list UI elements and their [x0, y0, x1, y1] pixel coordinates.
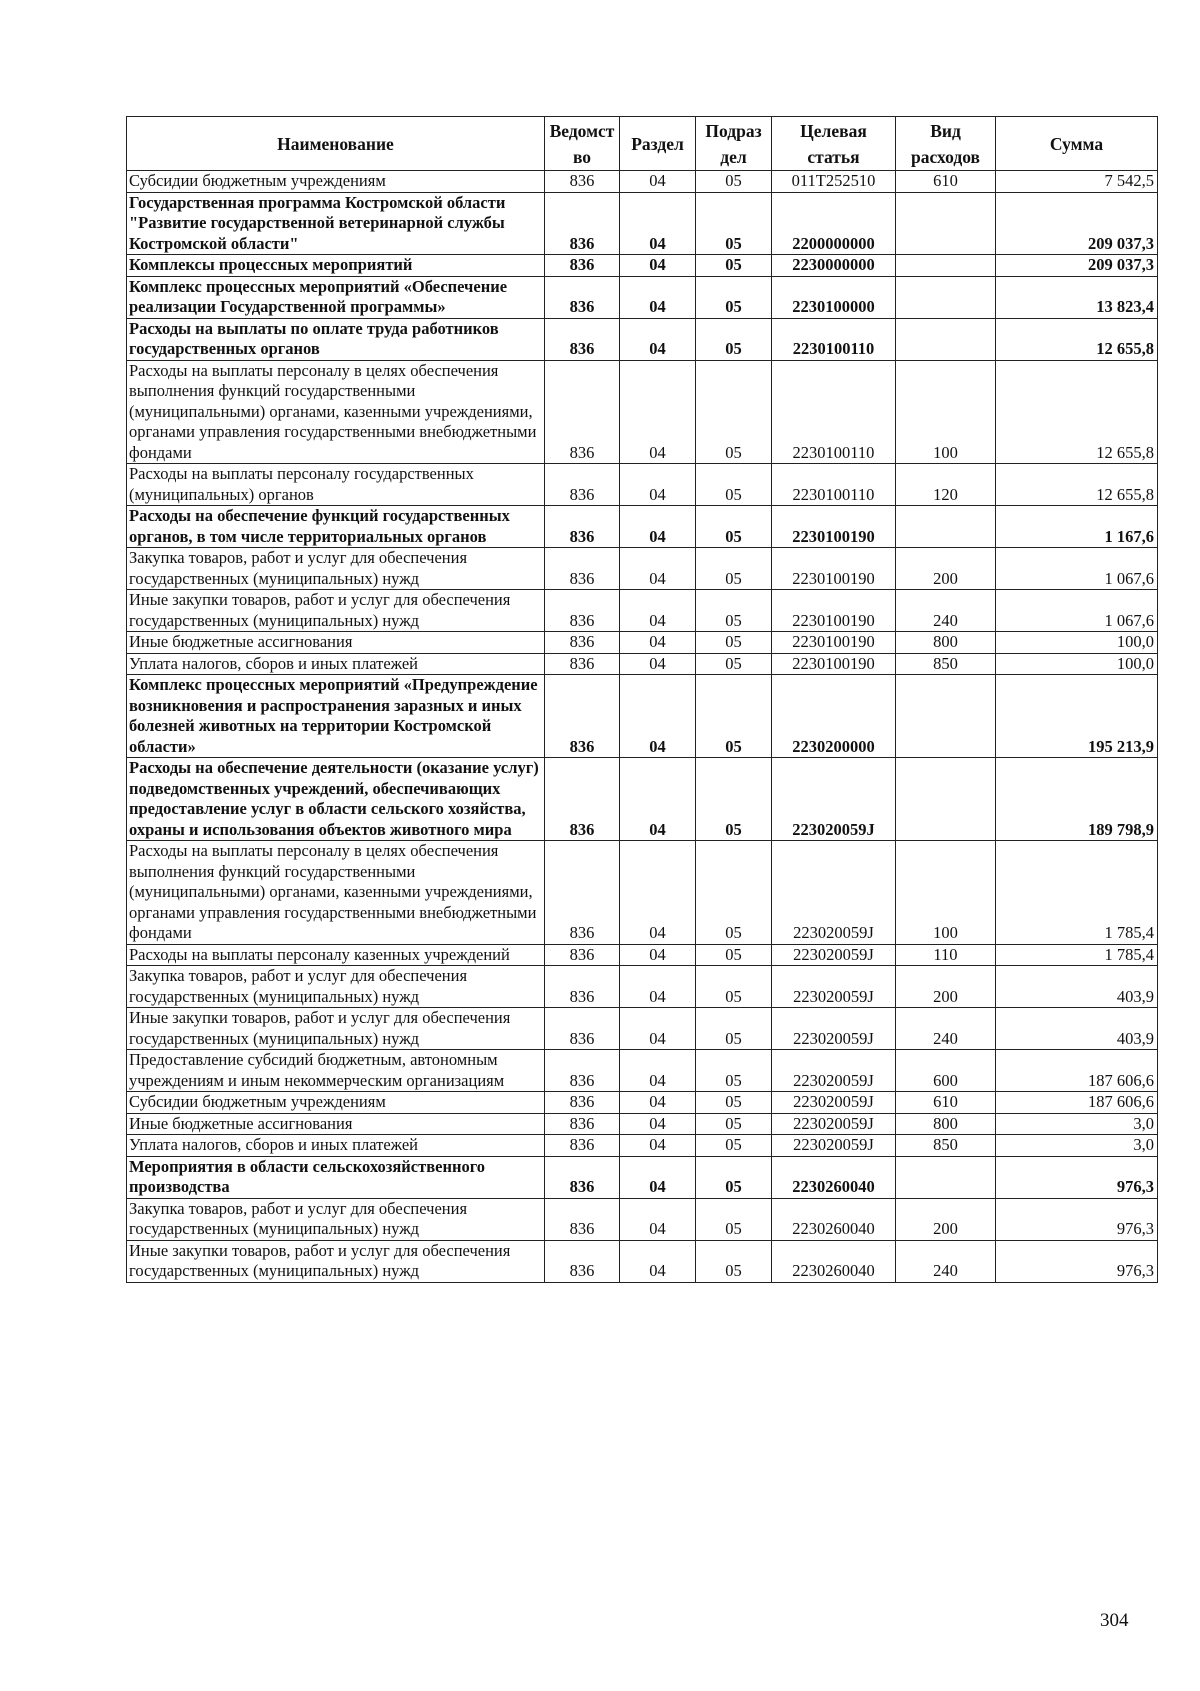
table-row	[127, 1092, 1158, 1114]
cell-dept: 836	[545, 1050, 620, 1092]
header-name: Наименование	[127, 117, 545, 171]
cell-type: 200	[896, 1198, 996, 1240]
cell-name: Иные закупки товаров, работ и услуг для обеспечения государственных (муниципальных) нужд	[127, 1008, 545, 1050]
table-row	[127, 360, 1158, 464]
cell-sum: 3,0	[996, 1113, 1158, 1135]
cell-dept: 836	[545, 590, 620, 632]
cell-name: Расходы на обеспечение функций государственных органов, в том числе территориальных органов	[127, 506, 545, 548]
cell-type	[896, 255, 996, 277]
cell-dept: 836	[545, 360, 620, 464]
cell-target: 223020059J	[772, 944, 896, 966]
cell-section: 04	[620, 1198, 696, 1240]
cell-type: 850	[896, 1135, 996, 1157]
cell-section: 04	[620, 653, 696, 675]
cell-target: 223020059J	[772, 966, 896, 1008]
cell-sum: 1 785,4	[996, 841, 1158, 945]
cell-target: 2230100110	[772, 360, 896, 464]
cell-subsection: 05	[696, 548, 772, 590]
cell-sum: 403,9	[996, 966, 1158, 1008]
cell-subsection: 05	[696, 653, 772, 675]
cell-sum: 209 037,3	[996, 192, 1158, 255]
cell-target: 2230100190	[772, 548, 896, 590]
cell-section: 04	[620, 1135, 696, 1157]
cell-dept: 836	[545, 1156, 620, 1198]
cell-sum: 12 655,8	[996, 464, 1158, 506]
cell-subsection: 05	[696, 255, 772, 277]
cell-subsection: 05	[696, 675, 772, 758]
header-subsection: Подраз дел	[696, 117, 772, 171]
cell-name: Предоставление субсидий бюджетным, автономным учреждениям и иным некоммерческим организациям	[127, 1050, 545, 1092]
cell-dept: 836	[545, 632, 620, 654]
cell-dept: 836	[545, 192, 620, 255]
table-row	[127, 675, 1158, 758]
cell-sum: 189 798,9	[996, 758, 1158, 841]
cell-dept: 836	[545, 1092, 620, 1114]
cell-subsection: 05	[696, 1008, 772, 1050]
cell-subsection: 05	[696, 1092, 772, 1114]
table-row	[127, 1050, 1158, 1092]
cell-dept: 836	[545, 548, 620, 590]
cell-sum: 209 037,3	[996, 255, 1158, 277]
cell-dept: 836	[545, 944, 620, 966]
cell-type: 240	[896, 590, 996, 632]
cell-type: 100	[896, 360, 996, 464]
table-row	[127, 1198, 1158, 1240]
cell-subsection: 05	[696, 841, 772, 945]
cell-target: 223020059J	[772, 1113, 896, 1135]
cell-dept: 836	[545, 1008, 620, 1050]
cell-sum: 403,9	[996, 1008, 1158, 1050]
cell-section: 04	[620, 1092, 696, 1114]
cell-target: 2230100190	[772, 590, 896, 632]
cell-target: 223020059J	[772, 1008, 896, 1050]
cell-sum: 187 606,6	[996, 1050, 1158, 1092]
cell-subsection: 05	[696, 1198, 772, 1240]
table-row	[127, 1113, 1158, 1135]
cell-target: 2230260040	[772, 1198, 896, 1240]
cell-type: 800	[896, 1113, 996, 1135]
cell-sum: 12 655,8	[996, 318, 1158, 360]
cell-subsection: 05	[696, 192, 772, 255]
cell-sum: 976,3	[996, 1240, 1158, 1282]
budget-table	[126, 116, 1158, 1283]
cell-target: 2230200000	[772, 675, 896, 758]
cell-name: Субсидии бюджетным учреждениям	[127, 1092, 545, 1114]
cell-type: 200	[896, 548, 996, 590]
cell-sum: 1 167,6	[996, 506, 1158, 548]
cell-type: 610	[896, 1092, 996, 1114]
cell-sum: 1 785,4	[996, 944, 1158, 966]
table-row	[127, 548, 1158, 590]
cell-name: Комплексы процессных мероприятий	[127, 255, 545, 277]
cell-section: 04	[620, 966, 696, 1008]
cell-name: Государственная программа Костромской области "Развитие государственной ветеринарной службы Костромской области"	[127, 192, 545, 255]
table-header-row	[127, 117, 1158, 171]
table-row	[127, 1156, 1158, 1198]
cell-sum: 187 606,6	[996, 1092, 1158, 1114]
cell-subsection: 05	[696, 966, 772, 1008]
header-type: Вид расходов	[896, 117, 996, 171]
table-row	[127, 841, 1158, 945]
cell-type	[896, 506, 996, 548]
cell-type: 120	[896, 464, 996, 506]
cell-sum: 1 067,6	[996, 590, 1158, 632]
cell-type	[896, 276, 996, 318]
cell-subsection: 05	[696, 1135, 772, 1157]
cell-sum: 195 213,9	[996, 675, 1158, 758]
cell-section: 04	[620, 360, 696, 464]
cell-dept: 836	[545, 653, 620, 675]
cell-subsection: 05	[696, 171, 772, 193]
cell-sum: 12 655,8	[996, 360, 1158, 464]
cell-sum: 13 823,4	[996, 276, 1158, 318]
cell-type: 610	[896, 171, 996, 193]
cell-target: 2230100110	[772, 464, 896, 506]
cell-section: 04	[620, 192, 696, 255]
cell-target: 011Т252510	[772, 171, 896, 193]
cell-section: 04	[620, 1113, 696, 1135]
cell-sum: 100,0	[996, 653, 1158, 675]
cell-section: 04	[620, 944, 696, 966]
table-row	[127, 758, 1158, 841]
cell-subsection: 05	[696, 464, 772, 506]
table-row	[127, 1135, 1158, 1157]
cell-section: 04	[620, 1050, 696, 1092]
cell-name: Расходы на выплаты персоналу в целях обеспечения выполнения функций государственными (муниципальными) органами, казенными учреждениями, органами управления государственными внебюджетными фондами	[127, 360, 545, 464]
table-row	[127, 192, 1158, 255]
header-section: Раздел	[620, 117, 696, 171]
table-row	[127, 590, 1158, 632]
header-sum: Сумма	[996, 117, 1158, 171]
cell-type: 600	[896, 1050, 996, 1092]
cell-section: 04	[620, 318, 696, 360]
cell-target: 2230100190	[772, 632, 896, 654]
cell-section: 04	[620, 841, 696, 945]
cell-section: 04	[620, 1156, 696, 1198]
cell-subsection: 05	[696, 276, 772, 318]
cell-type: 800	[896, 632, 996, 654]
cell-type	[896, 1156, 996, 1198]
table-row	[127, 506, 1158, 548]
cell-name: Иные закупки товаров, работ и услуг для обеспечения государственных (муниципальных) нужд	[127, 1240, 545, 1282]
cell-target: 223020059J	[772, 1135, 896, 1157]
cell-sum: 100,0	[996, 632, 1158, 654]
cell-section: 04	[620, 506, 696, 548]
cell-name: Расходы на выплаты персоналу государственных (муниципальных) органов	[127, 464, 545, 506]
cell-dept: 836	[545, 758, 620, 841]
cell-subsection: 05	[696, 506, 772, 548]
cell-name: Комплекс процессных мероприятий «Предупреждение возникновения и распространения заразных и иных болезней животных на территории Костромской области»	[127, 675, 545, 758]
cell-sum: 976,3	[996, 1156, 1158, 1198]
cell-dept: 836	[545, 1240, 620, 1282]
cell-section: 04	[620, 276, 696, 318]
cell-subsection: 05	[696, 590, 772, 632]
cell-section: 04	[620, 632, 696, 654]
table-row	[127, 276, 1158, 318]
cell-dept: 836	[545, 1135, 620, 1157]
table-row	[127, 1240, 1158, 1282]
cell-section: 04	[620, 590, 696, 632]
table-row	[127, 1008, 1158, 1050]
cell-section: 04	[620, 171, 696, 193]
cell-subsection: 05	[696, 360, 772, 464]
cell-target: 2230100190	[772, 653, 896, 675]
cell-dept: 836	[545, 675, 620, 758]
cell-subsection: 05	[696, 758, 772, 841]
cell-target: 223020059J	[772, 758, 896, 841]
header-dept: Ведомст во	[545, 117, 620, 171]
cell-section: 04	[620, 464, 696, 506]
cell-type: 240	[896, 1008, 996, 1050]
cell-type: 850	[896, 653, 996, 675]
table-row	[127, 632, 1158, 654]
cell-dept: 836	[545, 1113, 620, 1135]
cell-dept: 836	[545, 255, 620, 277]
cell-name: Расходы на выплаты персоналу в целях обеспечения выполнения функций государственными (муниципальными) органами, казенными учреждениями, органами управления государственными внебюджетными фондами	[127, 841, 545, 945]
cell-target: 2230100190	[772, 506, 896, 548]
cell-dept: 836	[545, 464, 620, 506]
cell-section: 04	[620, 255, 696, 277]
cell-subsection: 05	[696, 944, 772, 966]
cell-section: 04	[620, 1008, 696, 1050]
cell-type: 240	[896, 1240, 996, 1282]
cell-name: Иные закупки товаров, работ и услуг для обеспечения государственных (муниципальных) нужд	[127, 590, 545, 632]
cell-type	[896, 192, 996, 255]
table-row	[127, 255, 1158, 277]
cell-section: 04	[620, 1240, 696, 1282]
table-row	[127, 653, 1158, 675]
cell-dept: 836	[545, 1198, 620, 1240]
cell-name: Расходы на выплаты персоналу казенных учреждений	[127, 944, 545, 966]
cell-dept: 836	[545, 276, 620, 318]
cell-target: 223020059J	[772, 1050, 896, 1092]
cell-name: Иные бюджетные ассигнования	[127, 1113, 545, 1135]
cell-section: 04	[620, 675, 696, 758]
table-row	[127, 944, 1158, 966]
cell-section: 04	[620, 548, 696, 590]
cell-name: Расходы на обеспечение деятельности (оказание услуг) подведомственных учреждений, обеспечивающих предоставление услуг в области сельского хозяйства, охраны и использования объектов животного мира	[127, 758, 545, 841]
cell-name: Закупка товаров, работ и услуг для обеспечения государственных (муниципальных) нужд	[127, 966, 545, 1008]
cell-type: 110	[896, 944, 996, 966]
cell-dept: 836	[545, 171, 620, 193]
cell-dept: 836	[545, 966, 620, 1008]
cell-target: 223020059J	[772, 841, 896, 945]
cell-name: Субсидии бюджетным учреждениям	[127, 171, 545, 193]
cell-dept: 836	[545, 506, 620, 548]
cell-dept: 836	[545, 841, 620, 945]
table-body	[127, 171, 1158, 1283]
cell-type: 100	[896, 841, 996, 945]
cell-name: Мероприятия в области сельскохозяйственного производства	[127, 1156, 545, 1198]
cell-name: Комплекс процессных мероприятий «Обеспечение реализации Государственной программы»	[127, 276, 545, 318]
cell-target: 2230100110	[772, 318, 896, 360]
cell-type	[896, 318, 996, 360]
table-row	[127, 171, 1158, 193]
cell-name: Закупка товаров, работ и услуг для обеспечения государственных (муниципальных) нужд	[127, 1198, 545, 1240]
cell-name: Расходы на выплаты по оплате труда работников государственных органов	[127, 318, 545, 360]
page-number: 304	[1100, 1610, 1129, 1631]
cell-sum: 976,3	[996, 1198, 1158, 1240]
header-target: Целевая статья	[772, 117, 896, 171]
cell-sum: 3,0	[996, 1135, 1158, 1157]
cell-target: 2230100000	[772, 276, 896, 318]
cell-type	[896, 758, 996, 841]
cell-dept: 836	[545, 318, 620, 360]
cell-type: 200	[896, 966, 996, 1008]
cell-target: 2200000000	[772, 192, 896, 255]
cell-target: 2230260040	[772, 1240, 896, 1282]
cell-subsection: 05	[696, 1050, 772, 1092]
cell-subsection: 05	[696, 1156, 772, 1198]
cell-sum: 7 542,5	[996, 171, 1158, 193]
table-row	[127, 318, 1158, 360]
cell-subsection: 05	[696, 1113, 772, 1135]
table-row	[127, 966, 1158, 1008]
cell-type	[896, 675, 996, 758]
cell-target: 2230000000	[772, 255, 896, 277]
cell-subsection: 05	[696, 1240, 772, 1282]
cell-name: Иные бюджетные ассигнования	[127, 632, 545, 654]
table-row	[127, 464, 1158, 506]
cell-section: 04	[620, 758, 696, 841]
cell-target: 223020059J	[772, 1092, 896, 1114]
cell-target: 2230260040	[772, 1156, 896, 1198]
cell-name: Закупка товаров, работ и услуг для обеспечения государственных (муниципальных) нужд	[127, 548, 545, 590]
cell-sum: 1 067,6	[996, 548, 1158, 590]
cell-name: Уплата налогов, сборов и иных платежей	[127, 1135, 545, 1157]
cell-name: Уплата налогов, сборов и иных платежей	[127, 653, 545, 675]
cell-subsection: 05	[696, 632, 772, 654]
cell-subsection: 05	[696, 318, 772, 360]
